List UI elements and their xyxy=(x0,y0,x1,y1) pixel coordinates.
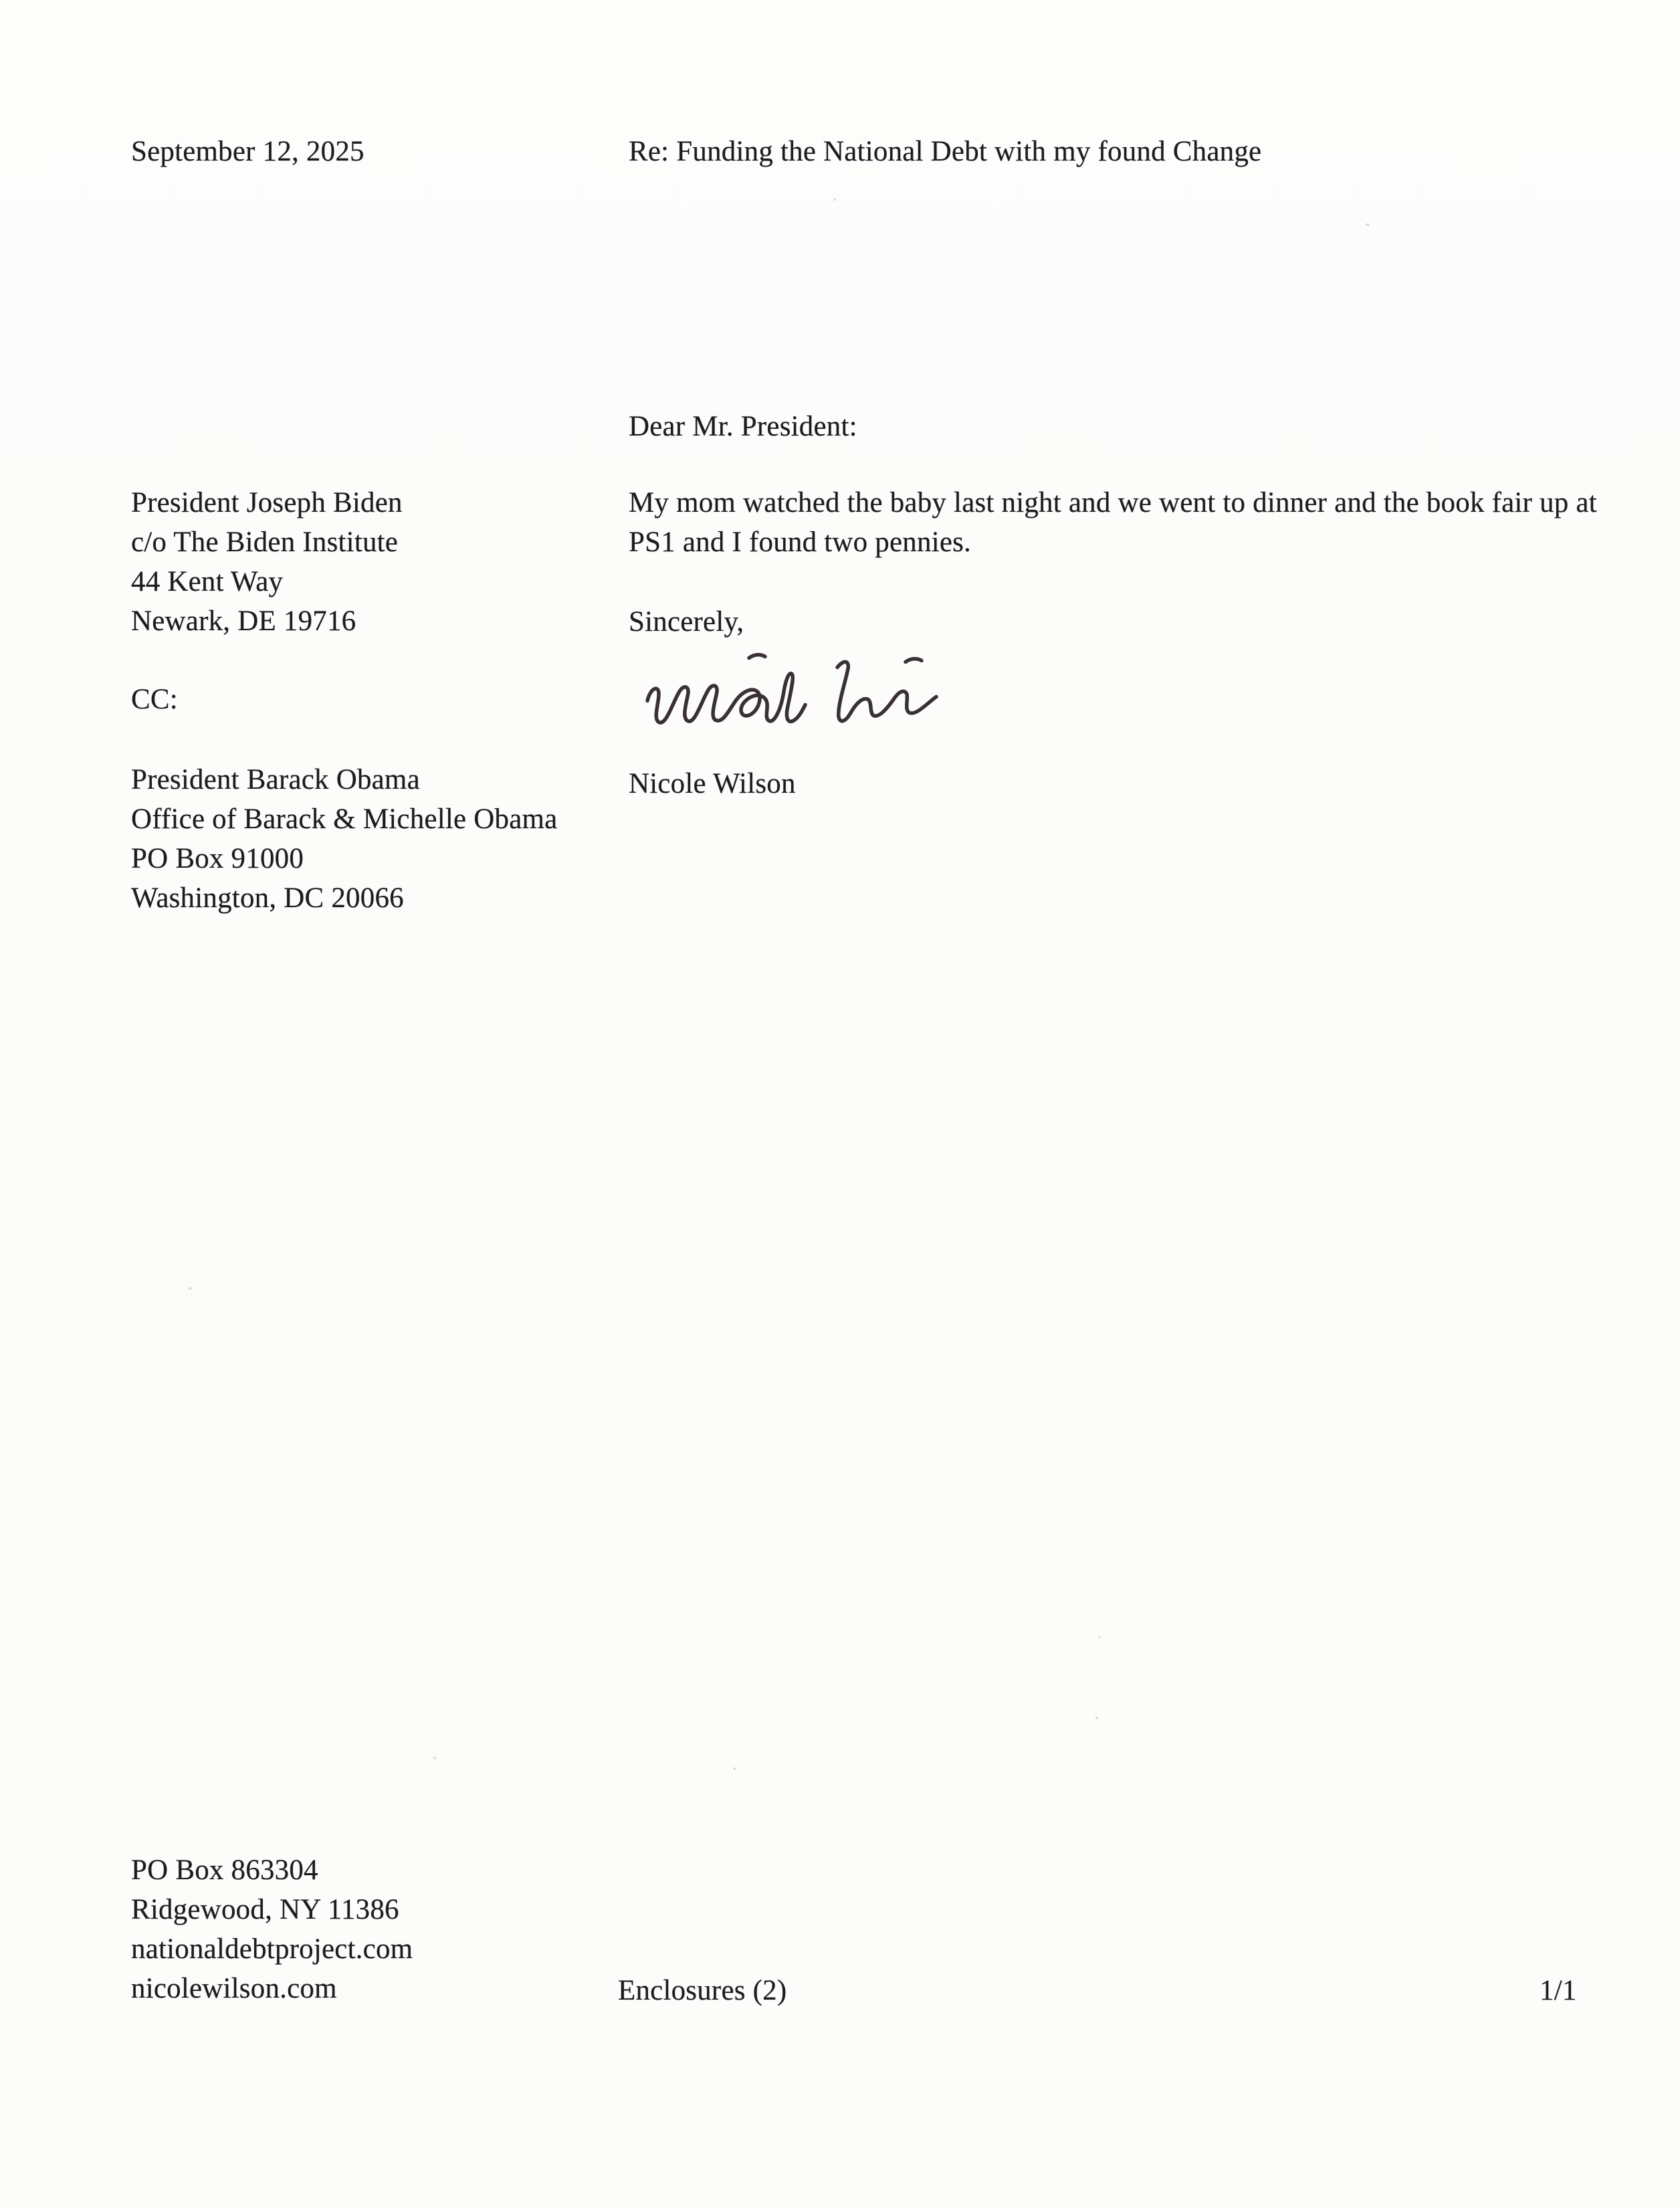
cc-line: President Barack Obama xyxy=(131,764,420,795)
footer-line: nicolewilson.com xyxy=(131,1973,337,2004)
page-number: 1/1 xyxy=(1540,1975,1577,2006)
recipient-line: President Joseph Biden xyxy=(131,487,403,518)
letter-date: September 12, 2025 xyxy=(131,136,364,167)
scan-speckle xyxy=(1366,223,1370,226)
scan-speckle xyxy=(189,1287,192,1290)
scan-speckle xyxy=(833,198,836,201)
salutation: Dear Mr. President: xyxy=(629,411,857,442)
cc-label: CC: xyxy=(131,684,178,715)
signature-stroke-second xyxy=(837,662,936,721)
sender-footer-block xyxy=(131,1850,413,2008)
enclosures-note: Enclosures (2) xyxy=(618,1975,787,2006)
letter-body-paragraph: My mom watched the baby last night and we went to dinner and the book fair up at PS1 and I found two pennies. xyxy=(629,487,1597,558)
recipient-line: c/o The Biden Institute xyxy=(131,526,399,558)
footer-line: Ridgewood, NY 11386 xyxy=(131,1894,399,1925)
scan-speckle xyxy=(433,1757,436,1759)
scan-speckle xyxy=(733,1767,736,1770)
signature-printed-name: Nicole Wilson xyxy=(629,768,796,799)
letter-subject-line: Re: Funding the National Debt with my found Change xyxy=(629,136,1262,167)
signature-i-dot-dash xyxy=(906,659,922,662)
closing: Sincerely, xyxy=(629,606,744,638)
cc-line: Washington, DC 20066 xyxy=(131,882,404,914)
cc-line: PO Box 91000 xyxy=(131,843,304,874)
footer-line: PO Box 863304 xyxy=(131,1854,318,1886)
footer-line: nationaldebtproject.com xyxy=(131,1933,413,1965)
cc-address-block xyxy=(131,760,557,918)
scan-speckle xyxy=(1098,1636,1101,1638)
recipient-line: Newark, DE 19716 xyxy=(131,605,356,637)
recipient-line: 44 Kent Way xyxy=(131,566,284,597)
handwritten-signature xyxy=(637,644,971,756)
signature-stroke-main xyxy=(647,674,805,723)
cc-line: Office of Barack & Michelle Obama xyxy=(131,803,558,835)
signature-flourish-dash xyxy=(749,655,765,658)
scan-speckle xyxy=(1095,1717,1098,1719)
recipient-address-block xyxy=(131,483,403,641)
